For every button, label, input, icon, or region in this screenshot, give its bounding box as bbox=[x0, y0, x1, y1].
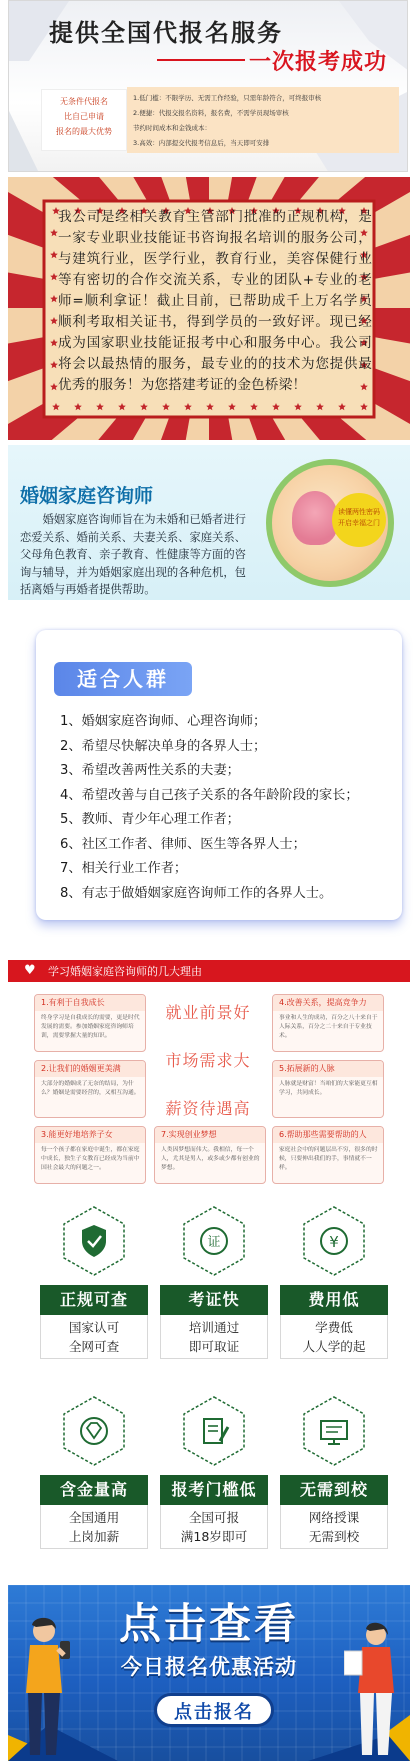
benefit-line: 节约时间成本和金钱成本： bbox=[133, 124, 211, 132]
document-pen-icon bbox=[182, 1395, 246, 1467]
reason-card bbox=[34, 994, 146, 1052]
feature-card bbox=[160, 1395, 268, 1547]
list-item: 7、相关行业工作者； bbox=[60, 861, 188, 876]
reason-card-title: 7.实现创业梦想 bbox=[155, 1127, 265, 1143]
service-banner bbox=[8, 0, 408, 172]
shield-check-icon bbox=[62, 1205, 126, 1277]
feature-line: 即可取证 bbox=[188, 1339, 240, 1354]
reasons-title: 学习婚姻家庭咨询师的几大理由 bbox=[48, 965, 202, 978]
feature-body bbox=[40, 1505, 148, 1549]
feature-line: 国家认可 bbox=[68, 1320, 120, 1335]
promo-banner[interactable] bbox=[8, 1585, 410, 1761]
benefit-line: 2.便捷：代报交报名资料，报名费，不需学员现场审核 bbox=[133, 109, 289, 117]
feature-title: 正规可查 bbox=[40, 1285, 148, 1315]
reason-highlight: 就业前景好 bbox=[165, 1003, 251, 1022]
feature-body bbox=[160, 1505, 268, 1549]
banner-title: 提供全国代报名服务 bbox=[49, 19, 283, 47]
reason-card bbox=[34, 1126, 146, 1184]
list-item: 6、社区工作者、律师、医生等各界人士； bbox=[60, 836, 306, 852]
feature-title: 无需到校 bbox=[280, 1475, 388, 1505]
feature-card bbox=[40, 1205, 148, 1357]
reason-card-body: 家庭社会中的问题层出不穷，很多的时候，只要伸出我们的手，事情就不一样。 bbox=[279, 1147, 378, 1171]
reason-card-title: 2.让我们的婚姻更美满 bbox=[35, 1061, 145, 1077]
benefit-line: 3.高效：内部提交代报考信息后，当天即可安排 bbox=[133, 139, 270, 147]
intro-text: 我公司是经相关教育主管部门批准的正规机构，是一家专业职业技能证书咨询报名培训的服务公司，与建筑行业，医学行业，教育行业，美容保健行业等有密切的合作交流关系，专业的团队+专业的老师=顺利拿证！截止目前，已帮助成千上万名学员顺利考取相关证书，得到学员的一致好评。现已经成为国家职业技能证报考中心和服务中心。我公司将会以最热情的服务，最专业的的技术为您提供最优秀的服务！为您搭建考证的金色桥梁！ bbox=[58, 209, 372, 393]
feature-card bbox=[280, 1395, 388, 1547]
feature-body bbox=[280, 1505, 388, 1549]
feature-line: 全网可查 bbox=[68, 1339, 120, 1354]
reasons-title-bar bbox=[8, 960, 410, 982]
register-button[interactable]: 点击报名 bbox=[154, 1693, 274, 1727]
counselor-section bbox=[8, 445, 410, 600]
reason-card-title: 3.能更好地培养子女 bbox=[35, 1127, 145, 1143]
reason-highlight: 薪资待遇高 bbox=[165, 1099, 251, 1118]
audience-title: 适合人群 bbox=[54, 662, 192, 696]
circle-caption-line: 开启幸福之门 bbox=[338, 519, 380, 527]
reason-card-title: 6.帮助那些需要帮助的人 bbox=[273, 1127, 383, 1143]
banner-advantage-box bbox=[41, 89, 127, 151]
list-item: 2、希望尽快解决单身的各界人士； bbox=[60, 738, 267, 754]
woman-phone-illustration bbox=[14, 1615, 84, 1761]
feature-title: 报考门槛低 bbox=[160, 1475, 268, 1505]
feature-line: 学费低 bbox=[315, 1320, 353, 1335]
promo-headline: 点击查看 bbox=[118, 1599, 299, 1648]
audience-section bbox=[8, 620, 410, 940]
advantage-line: 无条件代报名 bbox=[60, 97, 108, 106]
reason-card bbox=[272, 994, 384, 1052]
reason-card bbox=[154, 1126, 266, 1184]
feature-line: 上岗加薪 bbox=[68, 1529, 120, 1544]
feature-line: 全国可报 bbox=[188, 1510, 240, 1525]
list-item: 8、有志于做婚姻家庭咨询师工作的各界人士。 bbox=[60, 885, 333, 901]
reason-highlight: 市场需求大 bbox=[165, 1051, 251, 1070]
svg-text:¥: ¥ bbox=[329, 1233, 339, 1251]
banner-subtitle: 一次报考成功 bbox=[249, 50, 388, 75]
audience-list bbox=[60, 710, 359, 906]
hearts-icon: ♥ bbox=[24, 963, 36, 978]
feature-line: 无需到校 bbox=[308, 1529, 360, 1544]
feature-body bbox=[40, 1315, 148, 1359]
feature-line: 满18岁即可 bbox=[180, 1529, 248, 1544]
list-item: 5、教师、青少年心理工作者； bbox=[60, 812, 240, 827]
reason-card-body: 大部分的婚姻成了无奈的结局，为什么？婚姻是需要经营的，又相互沟通。 bbox=[41, 1081, 140, 1096]
reason-card-title: 5.拓展新的人脉 bbox=[273, 1061, 383, 1077]
feature-line: 培训通过 bbox=[188, 1320, 240, 1335]
company-intro bbox=[8, 177, 410, 440]
reason-card-title: 1.有利于自我成长 bbox=[35, 995, 145, 1011]
reason-card-title: 4.改善关系，提高竞争力 bbox=[273, 995, 383, 1011]
reason-card-body: 人类因梦想而伟大。我相信，每一个人，尤其是男人，或多或少都有创业的梦想。 bbox=[161, 1147, 260, 1171]
advantage-line: 报名的最大优势 bbox=[56, 127, 112, 136]
circle-caption bbox=[330, 507, 388, 529]
feature-title: 含金量高 bbox=[40, 1475, 148, 1505]
list-item: 3、希望改善两性关系的夫妻； bbox=[60, 763, 240, 778]
feature-title: 考证快 bbox=[160, 1285, 268, 1315]
feature-body bbox=[280, 1315, 388, 1359]
woman-document-illustration bbox=[344, 1621, 406, 1761]
features-section bbox=[8, 1195, 410, 1575]
certificate-icon bbox=[182, 1205, 246, 1277]
reasons-section bbox=[8, 960, 410, 1180]
reason-card-body: 每一个孩子都在家庭中诞生，都在家庭中成长，独生子女教育已经成为当前中国社会最大的问题之一。 bbox=[41, 1147, 140, 1171]
feature-line: 全国通用 bbox=[68, 1510, 120, 1525]
reason-card-body: 事业和人生的成功，百分之八十来自于人际关系，百分之二十来自于专业技术。 bbox=[279, 1015, 378, 1039]
yuan-coin-icon bbox=[302, 1205, 366, 1277]
list-item: 4、希望改善与自己孩子关系的各年龄阶段的家长； bbox=[60, 787, 359, 803]
reason-card bbox=[272, 1060, 384, 1118]
advantage-line: 比自己申请 bbox=[64, 112, 104, 121]
feature-line: 网络授课 bbox=[308, 1510, 360, 1525]
reason-card bbox=[272, 1126, 384, 1184]
counselor-image bbox=[266, 459, 394, 587]
banner-benefits-box bbox=[127, 87, 399, 153]
banner-divider bbox=[157, 59, 245, 61]
feature-body bbox=[160, 1315, 268, 1359]
feature-card bbox=[40, 1395, 148, 1547]
feature-line: 人人学的起 bbox=[302, 1339, 366, 1354]
circle-caption-line: 读懂两性密码 bbox=[338, 508, 380, 516]
counselor-heading: 婚姻家庭咨询师 bbox=[20, 485, 154, 507]
reason-card-body: 终身学习是自我成长的需要，更是时代发展的需要。参加婚姻家庭咨询师培训，需要掌握大量的知识。 bbox=[41, 1015, 140, 1039]
feature-title: 费用低 bbox=[280, 1285, 388, 1315]
promo-subline: 今日报名优惠活动 bbox=[121, 1655, 297, 1679]
list-item: 1、婚姻家庭咨询师、心理咨询师； bbox=[60, 714, 267, 729]
svg-text:证: 证 bbox=[207, 1235, 221, 1250]
counselor-description: 婚姻家庭咨询师旨在为未婚和已婚者进行恋爱关系、婚前关系、夫妻关系、家庭关系、父母角色教育、亲子教育、性健康等方面的咨询与辅导，并为婚姻家庭出现的各种危机，包括离婚与再婚者提供帮助。 bbox=[20, 513, 246, 596]
benefit-line: 1.低门槛：不限学历、无需工作经验，只需年龄符合，可终报审核 bbox=[133, 94, 322, 102]
reason-card bbox=[34, 1060, 146, 1118]
diamond-icon bbox=[62, 1395, 126, 1467]
feature-card bbox=[160, 1205, 268, 1357]
monitor-icon bbox=[302, 1395, 366, 1467]
feature-card bbox=[280, 1205, 388, 1357]
reason-card-body: 人脉就是财富！当咱们的大家能更互相学习，共同成长。 bbox=[279, 1081, 378, 1096]
